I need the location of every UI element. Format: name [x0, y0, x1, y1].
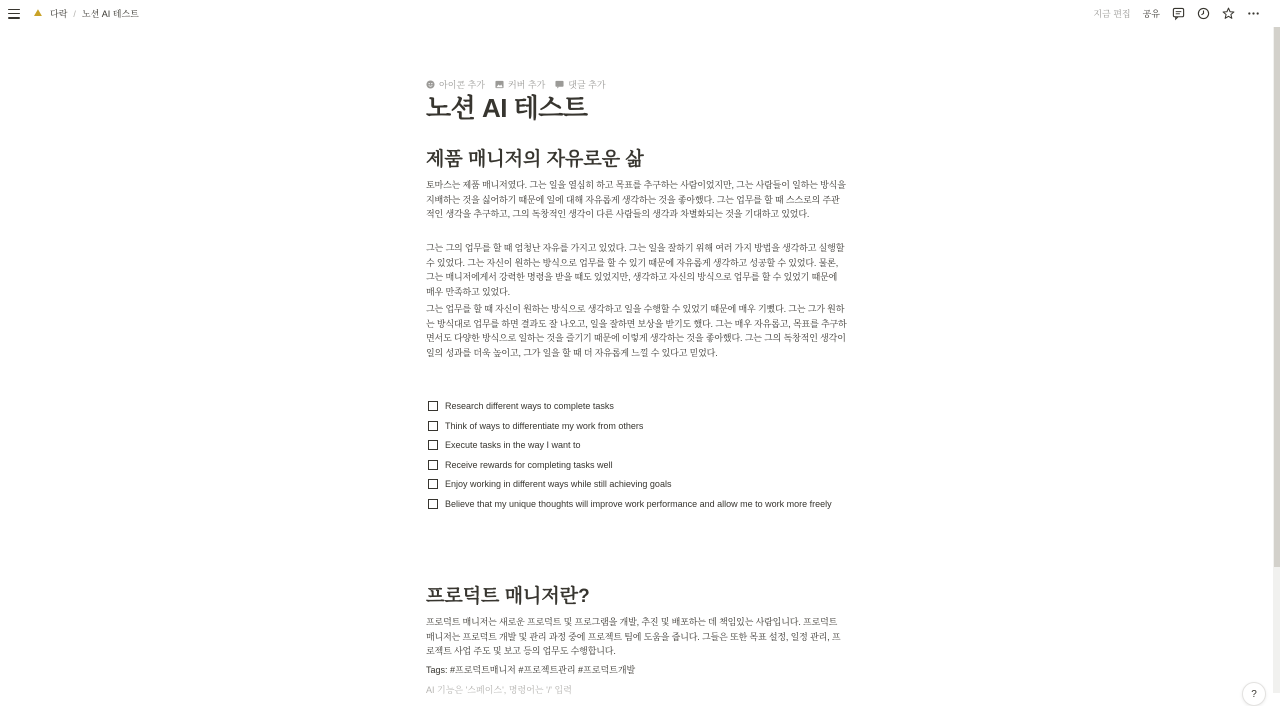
todo-checkbox[interactable]: [428, 401, 438, 411]
todo-text[interactable]: Research different ways to complete tasks: [445, 401, 614, 411]
add-icon-button[interactable]: [426, 78, 485, 91]
todo-checkbox[interactable]: [428, 499, 438, 509]
edit-time: 지금 편집: [1093, 9, 1131, 19]
todo-item: [426, 497, 848, 512]
page-actions: [426, 78, 606, 91]
breadcrumb-workspace[interactable]: 다락: [50, 9, 68, 19]
todo-text[interactable]: Believe that my unique thoughts will improve work performance and allow me to work more freely: [445, 498, 832, 509]
todo-checkbox[interactable]: [428, 440, 438, 450]
breadcrumb: [8, 7, 139, 20]
workspace-icon: ⛰: [33, 8, 43, 19]
star-icon[interactable]: [1222, 7, 1235, 20]
add-comment-button[interactable]: [555, 78, 605, 91]
todo-text[interactable]: Execute tasks in the way I want to: [445, 440, 581, 450]
top-bar: [0, 0, 1280, 27]
comment-icon[interactable]: [1172, 7, 1185, 20]
todo-item: [426, 419, 848, 434]
todo-item: [426, 399, 848, 414]
todo-item: [426, 438, 848, 453]
add-icon-label: 아이콘 추가: [439, 80, 485, 90]
paragraph[interactable]: 그는 업무를 할 때 자신이 원하는 방식으로 생각하고 일을 수행할 수 있었기 때문에 매우 기뻤다. 그는 그가 원하는 방식대로 업무를 하면 결과도 잘 나오고, 일을 잘하면 보상을 받기도 했다. 그는 매우 자유롭고, 목표를 추구하면서도 다양한 방식으로 일하는 것을 즐기기 때문에 이렇게 생각하는 것을 좋아했다. 그는 그의 독창적인 생각이 일의 성과를 더욱 높이고, 그가 일을 할 때 더 자유롭게 느낄 수 있다고 믿었다.: [426, 304, 847, 358]
todo-text[interactable]: Think of ways to differentiate my work from others: [445, 420, 644, 431]
todo-checkbox[interactable]: [428, 479, 438, 489]
todo-item: [426, 477, 848, 492]
todo-text[interactable]: Enjoy working in different ways while still achieving goals: [445, 479, 672, 489]
paragraph[interactable]: 그는 그의 업무를 할 때 엄청난 자유를 가지고 있었다. 그는 일을 잘하기 위해 여러 가지 방법을 생각하고 실행할 수 있었다. 그는 자신이 원하는 방식으로 업무를 할 수 있기 때문에 자유롭게 생각하고 성공할 수 있었다. 물론, 그는 매니저에게서 강력한 명령을 받을 때도 있었지만, 생각하고 자신의 방식으로 업무를 할 수 있었기 때문에 매우 만족하고 있었다.: [426, 243, 845, 297]
breadcrumb-page[interactable]: 노션 AI 테스트: [81, 9, 139, 19]
todo-list: [426, 399, 848, 516]
paragraph[interactable]: 프로덕트 매니저는 새로운 프로덕트 및 프로그램을 개발, 추진 및 배포하는 데 책임있는 사람입니다. 프로덕트 매니저는 프로덕트 개발 및 관리 과정 중에 프로젝트 팀에 도움을 줍니다. 그들은 또한 목표 설정, 일정 관리, 프로젝트 사업 주도 및 보고 등의 업무도 수행합니다.: [426, 617, 841, 656]
menu-icon[interactable]: [8, 9, 20, 19]
history-icon[interactable]: [1197, 7, 1210, 20]
scrollbar-thumb[interactable]: [1274, 27, 1280, 567]
page-title[interactable]: 노션 AI 테스트: [426, 93, 588, 123]
comment-icon: [555, 80, 564, 89]
heading-1[interactable]: 프로덕트 매니저란?: [426, 586, 590, 607]
todo-item: [426, 458, 848, 473]
add-comment-label: 댓글 추가: [568, 80, 606, 90]
todo-checkbox[interactable]: [428, 460, 438, 470]
tags-line[interactable]: Tags: #프로덕트매니저 #프로젝트관리 #프로덕트개발: [426, 665, 636, 675]
help-button[interactable]: ?: [1242, 682, 1266, 706]
add-cover-label: 커버 추가: [507, 80, 546, 90]
share-button[interactable]: 공유: [1142, 9, 1160, 19]
todo-checkbox[interactable]: [428, 421, 438, 431]
empty-block-placeholder[interactable]: AI 기능은 '스페이스', 명령어는 '/' 입력: [426, 685, 572, 695]
add-cover-button[interactable]: [495, 78, 545, 91]
image-icon: [495, 80, 504, 89]
heading-1[interactable]: 제품 매니저의 자유로운 삶: [426, 149, 644, 170]
smile-icon: [426, 80, 435, 89]
more-icon[interactable]: [1247, 7, 1260, 20]
breadcrumb-separator: /: [73, 8, 76, 19]
paragraph[interactable]: 토마스는 제품 매니저였다. 그는 일을 열심히 하고 목표를 추구하는 사람이었지만, 그는 사람들이 일하는 방식을 지배하는 것을 싫어하기 때문에 일에 대해 자유롭게 생각하는 것을 좋아했다. 그는 업무를 할 때 스스로의 주관적인 생각을 추구하고, 그의 독창적인 생각이 다른 사람들의 생각과 차별화되는 것을 기대하고 있었다.: [426, 180, 846, 219]
todo-text[interactable]: Receive rewards for completing tasks well: [445, 459, 613, 470]
